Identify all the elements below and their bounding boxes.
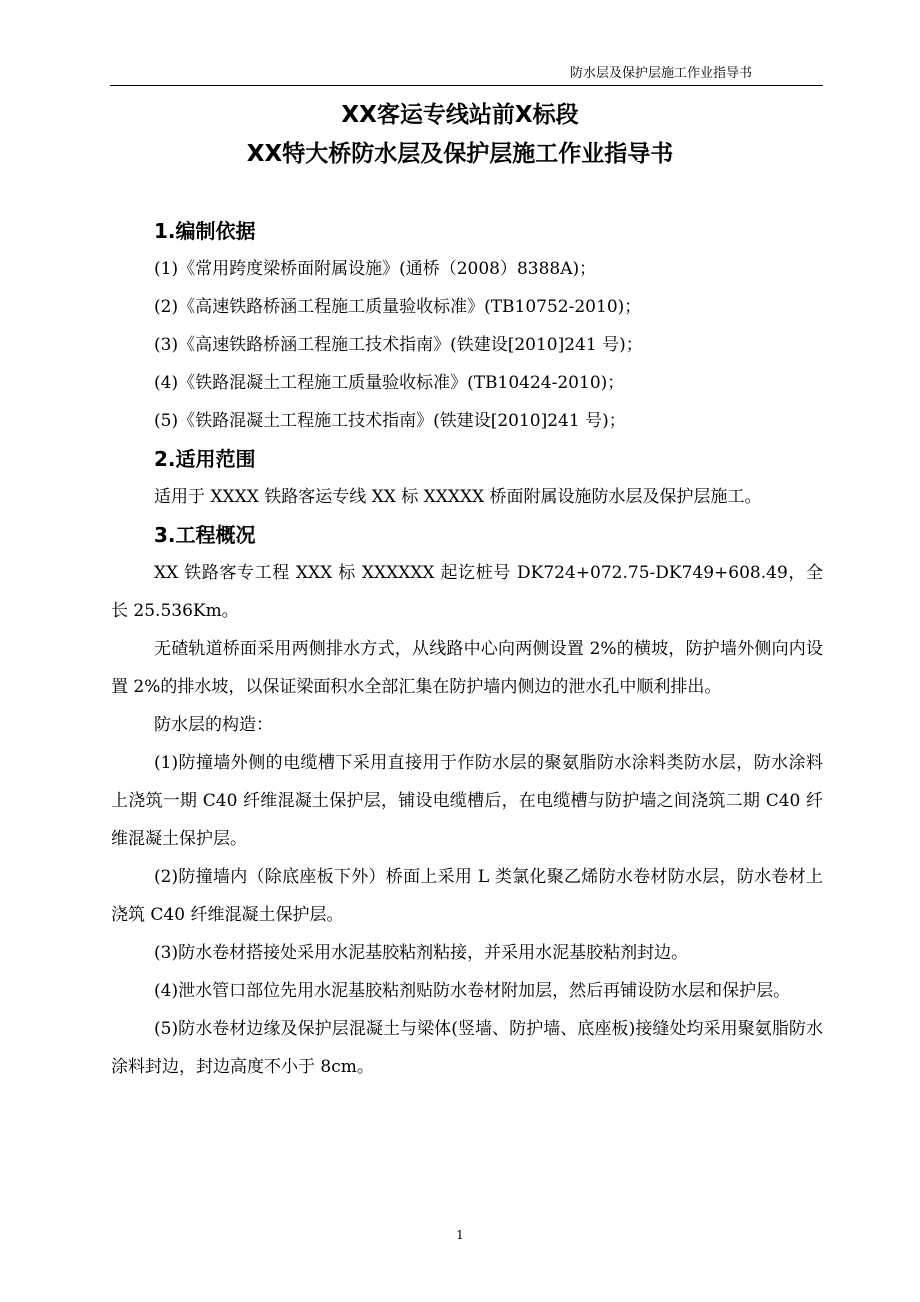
overview-paragraph: (5)防水卷材边缘及保护层混凝土与梁体(竖墙、防护墙、底座板)接缝处均采用聚氨脂防水涂料封边，封边高度不小于 8cm。: [111, 1019, 823, 1077]
document-title-line-2: XX特大桥防水层及保护层施工作业指导书: [246, 141, 674, 167]
overview-paragraph: XX 铁路客专工程 XXX 标 XXXXXX 起讫桩号 DK724+072.75-DK749+608.49，全长 25.536Km。: [111, 563, 823, 621]
running-header: 防水层及保护层施工作业指导书: [569, 66, 752, 81]
reference-item: (3)《高速铁路桥涵工程施工技术指南》(铁建设[2010]241 号)；: [154, 335, 643, 355]
document-title-line-1: XX客运专线站前X标段: [341, 102, 579, 128]
document-body: [111, 212, 823, 1086]
header-rule: [110, 85, 823, 86]
reference-item: (1)《常用跨度梁桥面附属设施》(通桥（2008）8388A)；: [154, 259, 597, 279]
overview-paragraph: 防水层的构造：: [154, 715, 273, 735]
overview-paragraph: 无碴轨道桥面采用两侧排水方式，从线路中心向两侧设置 2%的横坡，防护墙外侧向内设置 2%的排水坡，以保证梁面积水全部汇集在防护墙内侧边的泄水孔中顺利排出。: [111, 639, 823, 697]
overview-paragraph: (2)防撞墙内（除底座板下外）桥面上采用 L 类氯化聚乙烯防水卷材防水层，防水卷材上浇筑 C40 纤维混凝土保护层。: [111, 867, 823, 925]
section-heading-scope: 2.适用范围: [154, 447, 256, 471]
overview-paragraph: (4)泄水管口部位先用水泥基胶粘剂贴防水卷材附加层，然后再铺设防水层和保护层。: [154, 981, 791, 1001]
reference-item: (4)《铁路混凝土工程施工质量验收标准》(TB10424-2010)；: [154, 373, 625, 393]
scope-paragraph: 适用于 XXXX 铁路客运专线 XX 标 XXXXX 桥面附属设施防水层及保护层施工。: [154, 487, 762, 507]
section-heading-overview: 3.工程概况: [154, 523, 256, 547]
section-heading-basis: 1.编制依据: [154, 219, 256, 243]
page-number: 1: [456, 1228, 464, 1242]
reference-item: (5)《铁路混凝土工程施工技术指南》(铁建设[2010]241 号)；: [154, 411, 626, 431]
overview-paragraph: (3)防水卷材搭接处采用水泥基胶粘剂粘接，并采用水泥基胶粘剂封边。: [154, 943, 689, 963]
reference-item: (2)《高速铁路桥涵工程施工质量验收标准》(TB10752-2010)；: [154, 297, 642, 317]
overview-paragraph: (1)防撞墙外侧的电缆槽下采用直接用于作防水层的聚氨脂防水涂料类防水层，防水涂料上浇筑一期 C40 纤维混凝土保护层，铺设电缆槽后，在电缆槽与防护墙之间浇筑二期 C40 纤维混凝土保护层。: [111, 753, 823, 849]
